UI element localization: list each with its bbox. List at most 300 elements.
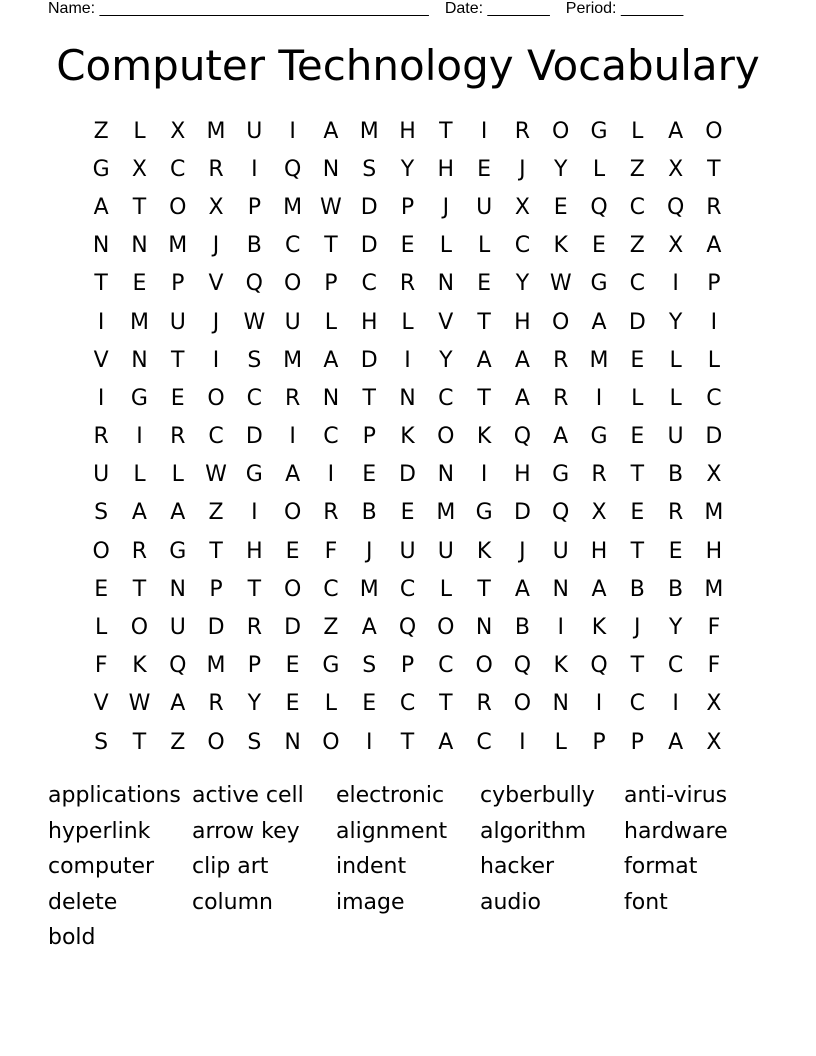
grid-row [82,685,733,723]
grid-row [82,227,733,265]
grid-letter: I [212,347,220,373]
grid-letter: C [438,653,454,679]
grid-letter: U [667,424,684,450]
grid-letter: J [519,538,526,564]
grid-letter: M [129,309,149,335]
grid-letter: C [706,385,722,411]
grid-letter: O [475,653,493,679]
word-bank-item: image [336,889,405,915]
grid-letter: T [477,309,491,335]
grid-letter: W [320,194,342,220]
grid-letter: D [628,309,646,335]
grid-letter: W [243,309,266,335]
grid-letter: J [365,538,373,564]
grid-row [82,112,733,150]
grid-letter: I [672,271,679,297]
grid-letter: D [399,462,416,488]
grid-letter: Q [513,653,532,679]
grid-letter: T [132,194,147,220]
grid-letter: H [437,156,455,182]
grid-letter: L [631,385,644,411]
grid-letter: R [706,194,722,220]
grid-letter: A [553,424,569,450]
word-bank-item: algorithm [480,818,587,844]
grid-letter: L [669,347,682,373]
grid-letter: Q [590,194,608,220]
grid-letter: Q [283,156,302,182]
grid-letter: T [94,271,108,297]
grid-letter: B [668,462,684,488]
grid-letter: U [284,309,301,335]
grid-letter: I [327,462,335,488]
grid-letter: R [93,424,109,450]
grid-letter: C [284,233,301,259]
grid-letter: R [284,385,301,411]
grid-letter: D [284,615,302,641]
grid-letter: A [706,233,722,259]
grid-letter: P [362,424,376,450]
grid-letter: S [362,653,377,679]
grid-letter: U [437,538,454,564]
word-bank-item: column [192,889,273,915]
grid-letter: L [554,729,567,755]
grid-letter: R [667,500,684,526]
grid-letter: E [285,538,300,564]
grid-letter: T [132,729,147,755]
grid-letter: M [359,118,379,144]
grid-letter: M [359,576,379,602]
grid-letter: M [704,576,724,602]
word-bank-item: applications [48,783,181,808]
grid-letter: Y [553,156,568,182]
grid-letter: O [322,729,340,755]
grid-letter: N [131,233,148,259]
word-bank-item: indent [336,854,407,880]
grid-letter: T [477,385,491,411]
grid-letter: X [170,118,186,144]
grid-letter: A [591,576,607,602]
word-bank-item: font [624,889,668,915]
grid-letter: C [208,424,224,450]
grid-letter: Q [513,424,532,450]
grid-letter: X [706,462,722,488]
grid-letter: Q [245,271,263,297]
grid-letter: Q [666,194,685,220]
grid-letter: U [169,309,186,335]
word-bank-item: active cell [192,783,304,808]
grid-letter: S [247,729,262,755]
grid-letter: I [710,309,718,335]
grid-letter: J [519,156,526,182]
grid-letter: T [439,118,453,144]
grid-letter: M [206,653,226,679]
grid-letter: P [592,729,606,755]
grid-letter: A [170,691,186,717]
grid-letter: R [208,156,224,182]
header-fields [48,0,683,18]
grid-letter: N [552,691,569,717]
grid-letter: L [133,462,146,488]
grid-letter: P [630,729,644,755]
grid-letter: O [283,576,302,602]
grid-letter: S [94,500,109,526]
grid-letter: A [323,118,339,144]
grid-letter: O [437,615,455,641]
grid-letter: S [94,729,109,755]
word-bank-item: arrow key [192,818,300,844]
grid-letter: H [514,309,531,335]
grid-letter: Q [590,653,608,679]
word-bank-item: hyperlink [48,818,151,844]
grid-letter: N [131,347,148,373]
grid-letter: J [634,615,641,641]
grid-letter: N [475,615,493,641]
grid-letter: L [324,691,338,717]
grid-letter: F [94,653,108,679]
grid-letter: L [401,309,414,335]
grid-letter: O [705,118,723,144]
grid-letter: T [400,729,415,755]
grid-letter: C [629,194,645,220]
grid-letter: Z [208,500,224,526]
grid-letter: K [553,233,568,259]
grid-letter: C [399,691,416,717]
grid-letter: I [251,156,258,182]
word-bank-item: alignment [336,818,448,844]
grid-letter: A [361,615,377,641]
grid-letter: E [400,233,415,259]
grid-letter: R [514,118,531,144]
word-bank-item: bold [48,925,96,951]
grid-letter: L [477,233,491,259]
grid-letter: N [92,233,110,259]
grid-letter: T [477,576,491,602]
grid-letter: U [246,118,263,144]
grid-letter: H [705,538,723,564]
grid-letter: T [132,576,147,602]
grid-letter: G [245,462,263,488]
grid-letter: E [362,691,377,717]
grid-letter: U [476,194,493,220]
grid-letter: D [360,233,378,259]
grid-letter: E [94,576,109,602]
grid-letter: D [207,615,225,641]
grid-letter: L [171,462,184,488]
grid-letter: O [207,729,225,755]
grid-letter: P [400,653,415,679]
grid-letter: A [514,385,530,411]
grid-letter: C [246,385,263,411]
grid-letter: E [477,156,492,182]
grid-letter: C [323,576,339,602]
grid-letter: W [549,271,572,297]
grid-letter: V [208,271,224,297]
grid-letter: I [519,729,526,755]
grid-letter: K [476,538,492,564]
grid-letter: B [514,615,530,641]
word-bank-item: hacker [480,854,555,880]
grid-letter: B [629,576,645,602]
grid-letter: E [285,691,300,717]
grid-letter: K [553,653,568,679]
word-bank-item: delete [48,889,118,915]
grid-letter: X [514,194,530,220]
grid-letter: Y [439,347,453,373]
grid-row [82,418,733,456]
grid-letter: H [360,309,378,335]
grid-letter: E [477,271,492,297]
grid-letter: G [169,538,187,564]
grid-letter: C [438,385,454,411]
grid-letter: B [246,233,262,259]
word-bank-item: clip art [192,854,269,880]
grid-letter: X [591,500,607,526]
grid-letter: G [590,271,608,297]
grid-letter: V [438,309,454,335]
grid-letter: L [439,233,452,259]
grid-letter: H [590,538,608,564]
grid-letter: B [668,576,684,602]
grid-letter: O [283,271,302,297]
grid-letter: Q [398,615,417,641]
grid-letter: T [630,538,645,564]
date-field[interactable]: Date: _______ [444,0,550,17]
grid-letter: C [667,653,684,679]
grid-letter: L [439,576,452,602]
grid-letter: U [169,615,186,641]
grid-letter: U [399,538,416,564]
grid-letter: G [322,653,340,679]
grid-letter: A [514,576,530,602]
word-bank-item: electronic [336,783,445,808]
grid-letter: N [284,729,301,755]
grid-letter: G [590,424,608,450]
grid-letter: R [476,691,492,717]
grid-letter: O [283,500,302,526]
grid-letter: Y [400,156,415,182]
letter-grid [82,112,733,761]
grid-letter: Z [323,615,339,641]
grid-letter: K [132,653,147,679]
grid-letter: Z [170,729,186,755]
grid-letter: L [324,309,338,335]
grid-row [82,456,733,494]
grid-letter: Z [93,118,109,144]
page-title: Computer Technology Vocabulary [56,41,760,90]
grid-row [82,341,733,379]
grid-letter: T [209,538,223,564]
grid-letter: U [93,462,110,488]
grid-letter: I [289,118,296,144]
grid-letter: R [591,462,607,488]
grid-letter: H [514,462,531,488]
grid-row [82,608,733,646]
grid-letter: C [476,729,492,755]
grid-letter: J [442,194,450,220]
grid-letter: N [399,385,416,411]
word-bank [48,779,768,957]
grid-letter: A [668,118,684,144]
grid-letter: X [131,156,147,182]
word-bank-item: hardware [624,818,728,844]
grid-letter: L [133,118,146,144]
grid-letter: Q [552,500,570,526]
word-bank-item: format [624,854,698,880]
grid-letter: C [629,691,645,717]
grid-letter: I [136,424,143,450]
word-bank-item: computer [48,854,155,880]
word-bank-item: audio [480,889,541,915]
grid-letter: O [92,538,110,564]
grid-letter: L [669,385,682,411]
grid-letter: A [131,500,147,526]
grid-letter: P [171,271,185,297]
grid-letter: I [97,385,105,411]
grid-letter: R [208,691,224,717]
grid-letter: A [285,462,301,488]
name-field[interactable]: Name: _____________________________________ [48,0,429,17]
grid-letter: V [93,347,109,373]
grid-letter: N [552,576,569,602]
grid-letter: X [208,194,224,220]
grid-letter: H [399,118,416,144]
grid-letter: Z [629,233,645,259]
grid-letter: R [553,385,569,411]
grid-letter: E [630,424,645,450]
grid-letter: C [323,424,339,450]
grid-letter: T [439,691,453,717]
grid-letter: V [93,691,109,717]
grid-letter: E [170,385,185,411]
grid-letter: E [553,194,568,220]
grid-letter: R [246,615,262,641]
grid-letter: T [630,462,645,488]
grid-letter: S [247,347,262,373]
grid-row [82,723,733,761]
grid-letter: B [361,500,377,526]
grid-row [82,188,733,226]
grid-letter: E [400,500,415,526]
grid-letter: X [706,729,722,755]
grid-letter: D [245,424,263,450]
grid-letter: T [362,385,376,411]
grid-letter: X [668,233,684,259]
grid-letter: O [207,385,225,411]
grid-letter: L [95,615,108,641]
grid-letter: P [324,271,338,297]
grid-letter: I [97,309,105,335]
grid-letter: C [170,156,186,182]
grid-letter: M [168,233,188,259]
grid-letter: A [170,500,186,526]
grid-letter: I [480,462,488,488]
grid-letter: R [170,424,186,450]
grid-letter: H [246,538,263,564]
period-field[interactable]: Period: _______ [565,0,684,17]
grid-letter: N [437,271,455,297]
grid-letter: O [513,691,532,717]
grid-letter: X [706,691,722,717]
grid-letter: D [360,347,378,373]
grid-row [82,570,733,608]
grid-letter: M [206,118,226,144]
grid-letter: G [92,156,110,182]
grid-letter: I [595,385,603,411]
grid-row [82,303,733,341]
grid-letter: E [592,233,606,259]
grid-letter: D [705,424,723,450]
grid-letter: C [399,576,416,602]
grid-letter: K [400,424,415,450]
grid-letter: P [247,653,261,679]
grid-letter: I [557,615,564,641]
grid-letter: I [595,691,603,717]
grid-letter: W [128,691,151,717]
grid-letter: N [322,156,340,182]
grid-row [82,494,733,532]
grid-letter: T [324,233,338,259]
grid-letter: A [514,347,530,373]
grid-letter: I [672,691,679,717]
grid-letter: Y [515,271,530,297]
grid-letter: P [209,576,223,602]
grid-letter: M [283,347,303,373]
grid-letter: M [589,347,609,373]
grid-letter: O [169,194,187,220]
word-bank-item: cyberbully [480,783,595,808]
grid-letter: O [130,615,149,641]
grid-letter: G [590,118,608,144]
grid-letter: P [707,271,721,297]
grid-letter: C [514,233,531,259]
grid-letter: I [365,729,373,755]
grid-letter: O [437,424,455,450]
grid-letter: I [404,347,411,373]
grid-letter: X [668,156,684,182]
grid-letter: M [436,500,456,526]
grid-letter: K [476,424,492,450]
grid-letter: F [324,538,338,564]
grid-letter: D [513,500,531,526]
grid-letter: P [247,194,261,220]
grid-row [82,647,733,685]
grid-row [82,265,733,303]
grid-letter: J [212,309,220,335]
grid-letter: A [476,347,492,373]
grid-letter: E [285,653,300,679]
grid-letter: G [552,462,570,488]
grid-letter: R [131,538,148,564]
grid-letter: D [360,194,378,220]
grid-letter: L [707,347,721,373]
grid-letter: Q [169,653,187,679]
grid-letter: N [437,462,455,488]
grid-letter: E [668,538,683,564]
grid-letter: T [707,156,721,182]
grid-letter: O [552,118,570,144]
grid-letter: A [323,347,339,373]
grid-letter: R [553,347,569,373]
grid-letter: F [707,615,721,641]
grid-letter: I [480,118,488,144]
grid-letter: S [362,156,377,182]
grid-letter: T [171,347,185,373]
grid-letter: Y [668,309,683,335]
grid-letter: Y [668,615,683,641]
grid-letter: P [400,194,415,220]
grid-letter: A [591,309,607,335]
grid-letter: E [630,500,645,526]
